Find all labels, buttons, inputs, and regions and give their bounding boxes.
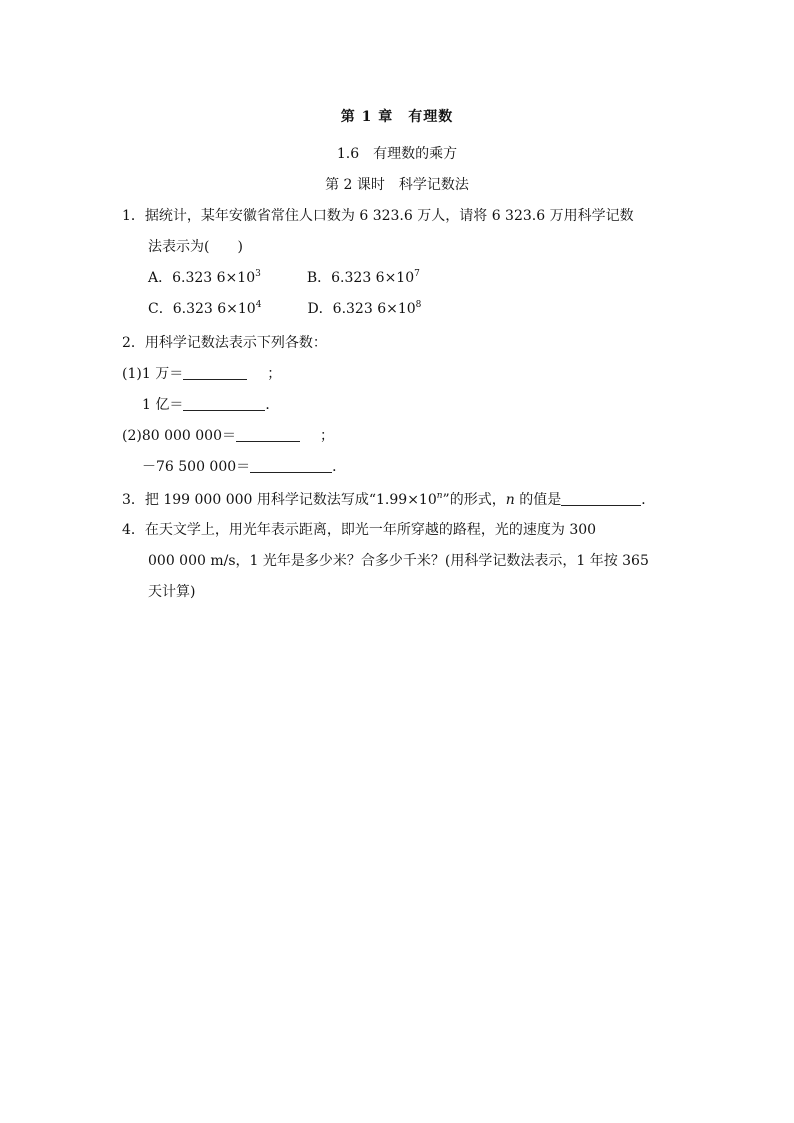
- q2-part1a: (1)1 万＝ ；: [122, 366, 282, 382]
- q2-part1b: 1 亿＝ ．: [142, 397, 280, 413]
- q1-line2: 法表示为( ): [148, 239, 243, 255]
- chapter-title: 第 1 章 有理数: [340, 109, 454, 125]
- q2-part2b: －76 500 000＝ ．: [142, 459, 347, 475]
- q1-option-c: C．6.323 $6\times 10^4$: [148, 300, 262, 317]
- q1-line1: 1．据统计，某年安徽省常住人口数为 6 323.6 万人，请将 6 323.6 万用科学记数: [122, 208, 634, 224]
- q1-option-b: B．6.323 $6\times 10^7$: [306, 269, 420, 286]
- answer-blank[interactable]: [236, 428, 300, 442]
- q2-title: 2．用科学记数法表示下列各数：: [122, 335, 327, 351]
- q1-option-d: D．6.323 $6\times 10^8$: [307, 300, 422, 317]
- answer-blank[interactable]: [183, 397, 265, 411]
- q2-part2a: (2)80 000 000＝ ；: [122, 428, 334, 444]
- q4-line3: 天计算): [148, 584, 196, 600]
- q4-line1: 4．在天文学上，用光年表示距离，即光一年所穿越的路程，光的速度为 300: [122, 522, 597, 538]
- q4-line2: 000 000 m/s，1 光年是多少米？合多少千米？(用科学记数法表示，1 年按 365: [148, 553, 649, 569]
- answer-blank[interactable]: [561, 492, 641, 506]
- section-title: 1.6 有理数的乘方: [336, 146, 458, 162]
- answer-blank[interactable]: [183, 366, 247, 380]
- q3-line: 3．把 199 000 000 用科学记数法写成“$1.99\times 10^n$”的形式，n 的值是 ．: [122, 491, 656, 508]
- q1-options-row2: [148, 300, 421, 318]
- q1-option-a: A．6.323 $6\times 10^3$: [148, 269, 261, 286]
- lesson-title: 第 2 课时 科学记数法: [325, 177, 469, 193]
- answer-blank[interactable]: [250, 459, 332, 473]
- q1-options-row1: [148, 269, 420, 287]
